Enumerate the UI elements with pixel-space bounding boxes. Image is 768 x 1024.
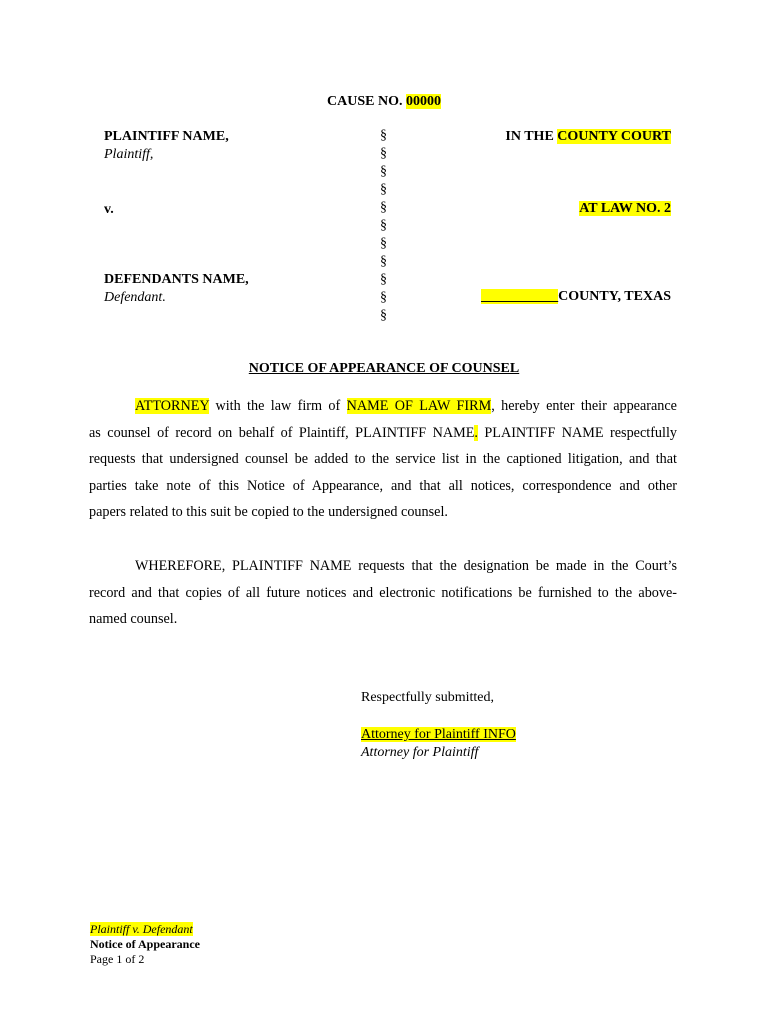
court-division-line (579, 201, 671, 217)
cause-label: CAUSE NO. (327, 94, 403, 109)
paragraph-line: papers related to this suit be copied to the undersigned counsel. (89, 504, 448, 520)
footer-case: Plaintiff v. Defendant (90, 922, 193, 936)
county-line (481, 289, 671, 305)
notice-title: NOTICE OF APPEARANCE OF COUNSEL (248, 361, 520, 376)
attorney-role: Attorney for Plaintiff (361, 745, 479, 760)
court-prefix: IN THE (505, 129, 554, 144)
section-mark: § (380, 146, 387, 161)
defendant-name: DEFENDANTS NAME, (104, 272, 249, 287)
county-blank: ___________ (481, 289, 559, 304)
court-division: AT LAW NO. 2 (579, 201, 671, 216)
cause-number-line (0, 94, 768, 110)
paragraph-line: record and that copies of all future notices and electronic notifications be furnished to the above- (89, 584, 677, 601)
page-footer (90, 922, 200, 967)
plaintiff-name: PLAINTIFF NAME, (104, 129, 229, 144)
plaintiff-role: Plaintiff, (104, 147, 154, 162)
section-marks-column (380, 127, 396, 325)
section-mark: § (380, 218, 387, 233)
section-mark: § (380, 272, 387, 287)
attorney-info: Attorney for Plaintiff INFO (361, 727, 516, 742)
paragraph-line (89, 393, 677, 420)
court-line (505, 129, 671, 145)
footer-doc-title: Notice of Appearance (90, 937, 200, 951)
defendant-role: Defendant. (104, 290, 166, 305)
section-mark: § (380, 254, 387, 269)
footer-page-number: Page 1 of 2 (90, 952, 145, 966)
law-firm-placeholder: NAME OF LAW FIRM (346, 398, 492, 414)
text-run: with the law firm of (209, 398, 347, 414)
paragraph-wherefore (89, 553, 677, 633)
text-run: , hereby enter their appearance (491, 398, 677, 414)
section-mark: § (380, 164, 387, 179)
county-suffix: COUNTY, TEXAS (558, 289, 671, 304)
paragraph-line: parties take note of this Notice of Appearance, and that all notices, correspondence and other (89, 477, 677, 494)
section-mark: § (380, 128, 387, 143)
section-mark: § (380, 308, 387, 323)
text-run: PLAINTIFF NAME respectfully (477, 424, 678, 441)
paragraph-appearance (89, 393, 677, 526)
closing: Respectfully submitted, (361, 690, 494, 705)
section-mark: § (380, 200, 387, 215)
section-mark: § (380, 182, 387, 197)
section-mark: § (380, 236, 387, 251)
paragraph-line: requests that undersigned counsel be added to the service list in the captioned litigation, and that (89, 451, 677, 467)
text-run: as counsel of record on behalf of Plaintiff, PLAINTIFF NAME (89, 424, 475, 441)
signature-block (361, 690, 516, 761)
paragraph-line: WHEREFORE, PLAINTIFF NAME requests that the designation be made in the Court’s (135, 558, 677, 574)
attorney-placeholder: ATTORNEY (135, 398, 210, 414)
cause-number: 00000 (405, 94, 441, 109)
versus: v. (104, 202, 114, 217)
section-mark: § (380, 290, 387, 305)
court-name: COUNTY COURT (557, 129, 671, 144)
paragraph-line: named counsel. (89, 611, 178, 627)
paragraph-line (89, 420, 677, 447)
highlight-mark: . (474, 424, 478, 441)
